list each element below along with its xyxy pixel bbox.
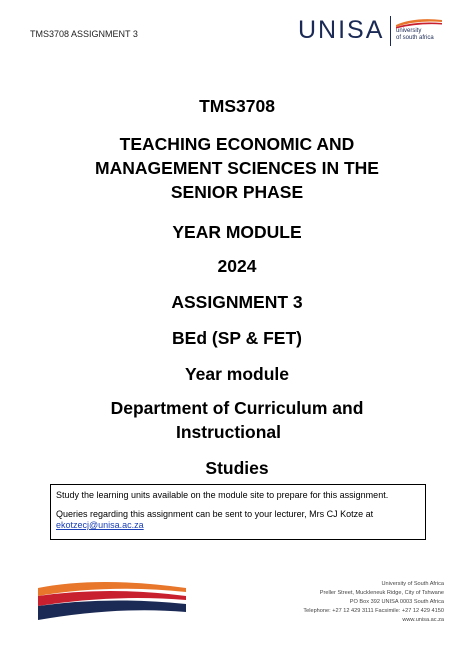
module-type: YEAR MODULE	[172, 222, 302, 242]
logo-sub-line1: university	[396, 28, 422, 34]
address-line: PO Box 392 UNISA 0003 South Africa	[349, 599, 444, 605]
address-line: Preller Street, Muckleneuk Ridge, City of Tshwane	[319, 590, 444, 596]
module-name-line1: TEACHING ECONOMIC AND	[119, 134, 355, 154]
academic-year: 2024	[217, 256, 257, 276]
footer-brand-swoosh	[38, 578, 188, 622]
logo-subtitle	[396, 28, 446, 42]
address-line: Telephone: +27 12 429 3111 Facsimile: +27 12 429 4150	[303, 608, 444, 614]
department-line1: Department of Curriculum and	[110, 398, 364, 418]
instructions-study: Study the learning units available on the module site to prepare for this assignment.	[56, 490, 389, 500]
unisa-logo	[298, 12, 448, 48]
lecturer-email-link[interactable]: ekotzecj@unisa.ac.za	[56, 520, 144, 530]
module-name-line2: MANAGEMENT SCIENCES IN THE	[95, 158, 379, 178]
logo-wordmark: UNISA	[298, 16, 385, 44]
qualification: BEd (SP & FET)	[172, 328, 302, 348]
footer-address	[244, 580, 444, 625]
assignment-number: ASSIGNMENT 3	[171, 292, 303, 312]
address-line: University of South Africa	[381, 581, 444, 587]
instructions-queries: Queries regarding this assignment can be sent to your lecturer, Mrs CJ Kotze at	[56, 509, 374, 519]
module-note: Year module	[184, 364, 290, 384]
logo-divider	[390, 16, 391, 46]
department-line2: Instructional	[176, 422, 282, 442]
module-name	[0, 132, 474, 204]
module-name-line3: SENIOR PHASE	[170, 182, 304, 202]
module-code: TMS3708	[199, 96, 275, 116]
instructions-box	[50, 484, 426, 540]
logo-sub-line2: of south africa	[396, 35, 434, 41]
address-website: www.unisa.ac.za	[402, 617, 444, 623]
department-line3: Studies	[205, 458, 269, 478]
header-doc-label: TMS3708 ASSIGNMENT 3	[30, 29, 138, 39]
